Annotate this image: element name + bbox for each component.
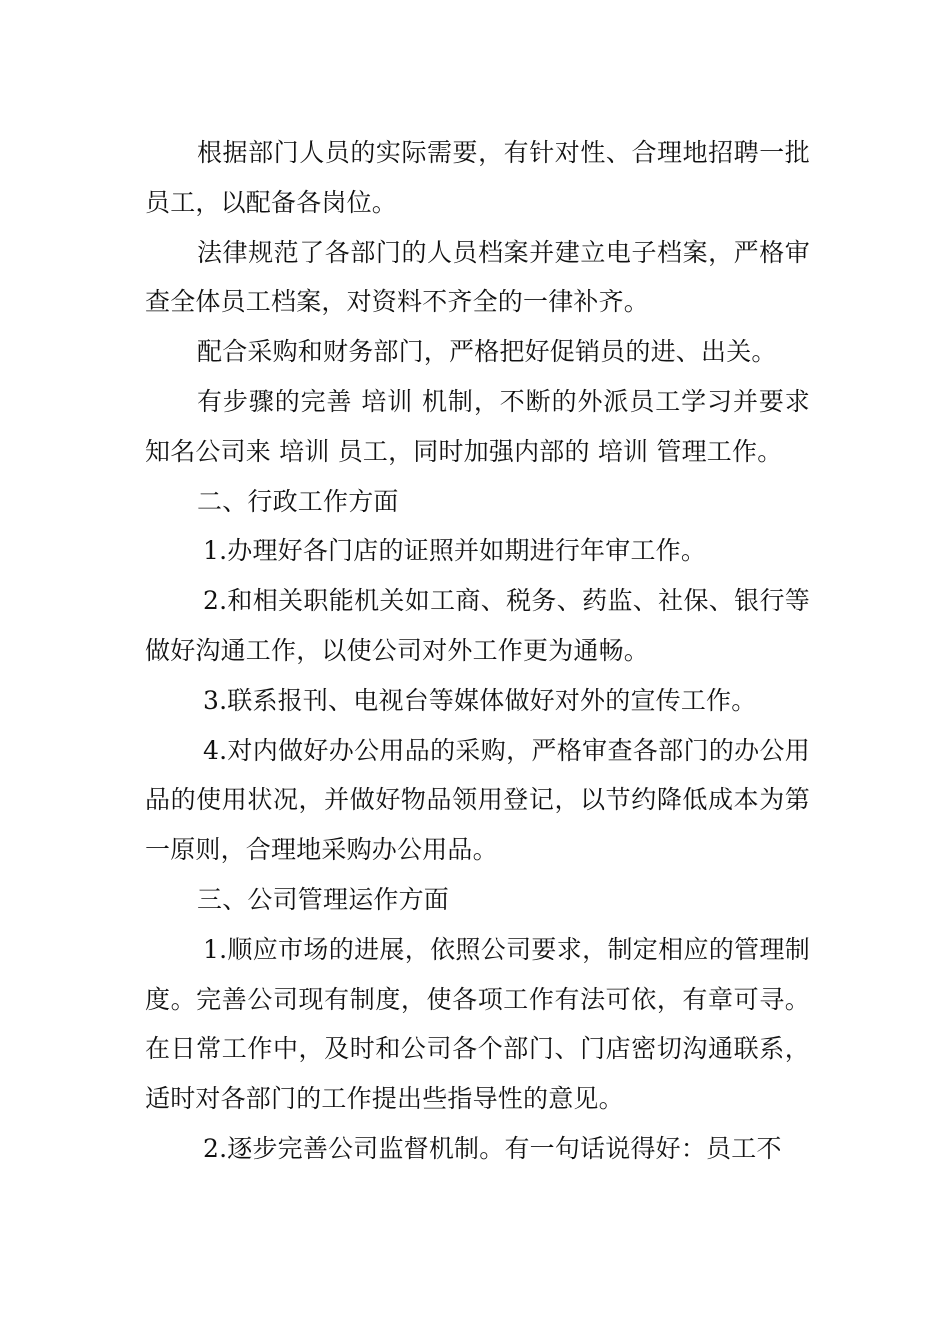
list-item-management-2: 2.逐步完善公司监督机制。有一句话说得好：员工不 bbox=[203, 1133, 782, 1163]
paragraph-recruitment: 根据部门人员的实际需要，有针对性、合理地招聘一批员工，以配备各岗位。 bbox=[145, 138, 810, 217]
paragraph-training: 有步骤的完善 培训 机制，不断的外派员工学习并要求知名公司来 培训 员工，同时加强内部的 培训 管理工作。 bbox=[145, 386, 810, 466]
paragraph-promoter-control: 配合采购和财务部门，严格把好促销员的进、出关。 bbox=[197, 337, 777, 367]
list-item-management-1: 1.顺应市场的进展，依照公司要求，制定相应的管理制度。完善公司现有制度，使各项工作有法可依，有章可寻。在日常工作中，及时和公司各个部门、门店密切沟通联系，适时对各部门的工作提出些指导性的意见。 bbox=[145, 934, 810, 1114]
document-body bbox=[145, 128, 810, 1174]
list-item-admin-4: 4.对内做好办公用品的采购，严格审查各部门的办公用品的使用状况，并做好物品领用登记，以节约降低成本为第一原则，合理地采购办公用品。 bbox=[145, 735, 810, 865]
list-item-admin-2: 2.和相关职能机关如工商、税务、药监、社保、银行等做好沟通工作，以使公司对外工作更为通畅。 bbox=[145, 586, 810, 665]
section-heading-administration: 二、行政工作方面 bbox=[197, 486, 399, 516]
list-item-admin-3: 3.联系报刊、电视台等媒体做好对外的宣传工作。 bbox=[203, 685, 757, 715]
list-item-admin-1: 1.办理好各门店的证照并如期进行年审工作。 bbox=[203, 536, 707, 566]
paragraph-personnel-files: 法律规范了各部门的人员档案并建立电子档案，严格审查全体员工档案，对资料不齐全的一律补齐。 bbox=[145, 237, 810, 317]
section-heading-management: 三、公司管理运作方面 bbox=[197, 884, 450, 914]
